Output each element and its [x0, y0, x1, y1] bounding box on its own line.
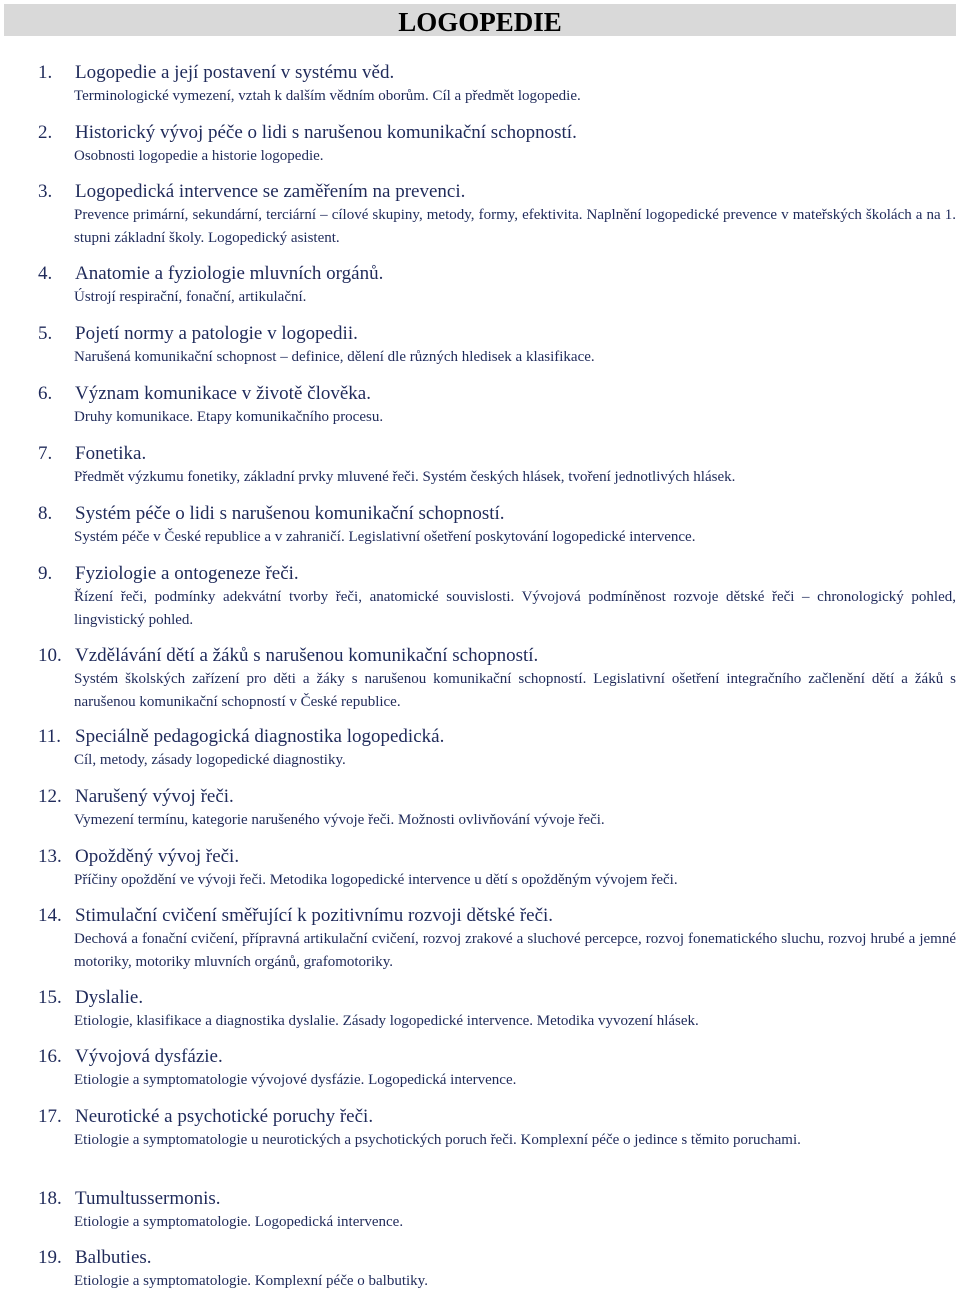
item-number: 13.: [38, 846, 62, 867]
list-item: [0, 785, 960, 832]
item-number: 1.: [38, 62, 53, 83]
list-item: [0, 725, 960, 772]
item-title: Balbuties.: [75, 1247, 152, 1268]
list-item: [0, 121, 960, 168]
item-title: Tumultussermonis.: [75, 1188, 221, 1209]
item-description: Ústrojí respirační, fonační, artikulační.: [74, 289, 307, 305]
item-heading: [0, 1045, 960, 1069]
list-item: [0, 382, 960, 429]
item-title: Systém péče o lidi s narušenou komunikační schopností.: [75, 503, 505, 524]
list-item: [0, 1105, 960, 1152]
item-description: Etiologie a symptomatologie. Komplexní péče o balbutiky.: [74, 1273, 428, 1289]
item-title: Fonetika.: [75, 443, 147, 464]
item-number: 9.: [38, 563, 53, 584]
item-heading: [0, 442, 960, 466]
item-title: Vývojová dysfázie.: [75, 1046, 223, 1067]
item-title: Logopedie a její postavení v systému věd.: [75, 62, 395, 83]
item-number: 12.: [38, 786, 62, 807]
item-heading: [0, 382, 960, 406]
item-description: Systém školských zařízení pro děti a žáky s narušenou komunikační schopností. Legislativní ošetření integračního začlenění dětí a žáků s narušenou komunikační schopností v České republice.: [74, 671, 956, 710]
list-item: [0, 61, 960, 108]
item-heading: [0, 121, 960, 145]
item-number: 6.: [38, 383, 53, 404]
list-item: [0, 180, 960, 250]
item-title: Neurotické a psychotické poruchy řeči.: [75, 1106, 374, 1127]
item-title: Pojetí normy a patologie v logopedii.: [75, 323, 358, 344]
item-description: Terminologické vymezení, vztah k dalším vědním oborům. Cíl a předmět logopedie.: [74, 88, 581, 104]
item-title: Anatomie a fyziologie mluvních orgánů.: [75, 263, 384, 284]
list-item: [0, 1187, 960, 1234]
item-number: 11.: [38, 726, 62, 747]
item-number: 10.: [38, 645, 62, 666]
item-title: Vzdělávání dětí a žáků s narušenou komunikační schopností.: [75, 645, 539, 666]
item-heading: [0, 845, 960, 869]
item-number: 2.: [38, 122, 53, 143]
item-description: Etiologie a symptomatologie. Logopedická intervence.: [74, 1214, 404, 1230]
item-heading: [0, 785, 960, 809]
item-heading: [0, 904, 960, 928]
list-item: [0, 644, 960, 714]
item-description: Prevence primární, sekundární, terciární – cílové skupiny, metody, formy, efektivita. Naplnění logopedické prevence v mateřských školách a na 1. stupni základní školy. Logopedický asistent.: [74, 207, 956, 246]
list-item: [0, 1246, 960, 1293]
item-title: Význam komunikace v životě člověka.: [75, 383, 371, 404]
item-title: Historický vývoj péče o lidi s narušenou komunikační schopností.: [75, 122, 577, 143]
item-heading: [0, 262, 960, 286]
item-title: Logopedická intervence se zaměřením na prevenci.: [75, 181, 466, 202]
item-heading: [0, 1105, 960, 1129]
item-heading: [0, 61, 960, 85]
item-heading: [0, 322, 960, 346]
item-title: Narušený vývoj řeči.: [75, 786, 234, 807]
item-description: Druhy komunikace. Etapy komunikačního procesu.: [74, 409, 384, 425]
list-item: [0, 1045, 960, 1092]
item-number: 14.: [38, 905, 62, 926]
item-description: Vymezení termínu, kategorie narušeného vývoje řeči. Možnosti ovlivňování vývoje řeči.: [74, 812, 605, 828]
list-item: [0, 904, 960, 974]
item-heading: [0, 644, 960, 668]
item-number: 18.: [38, 1188, 62, 1209]
item-description: Etiologie, klasifikace a diagnostika dyslalie. Zásady logopedické intervence. Metodika vyvození hlásek.: [74, 1013, 699, 1029]
list-item: [0, 322, 960, 369]
item-number: 8.: [38, 503, 53, 524]
item-title: Speciálně pedagogická diagnostika logopedická.: [75, 726, 445, 747]
item-title: Opožděný vývoj řeči.: [75, 846, 240, 867]
item-description: Etiologie a symptomatologie u neurotických a psychotických poruch řeči. Komplexní péče o jedince s těmito poruchami.: [74, 1132, 801, 1148]
item-description: Systém péče v České republice a v zahraničí. Legislativní ošetření poskytování logopedické intervence.: [74, 529, 696, 545]
item-title: Fyziologie a ontogeneze řeči.: [75, 563, 299, 584]
item-description: Dechová a fonační cvičení, přípravná artikulační cvičení, rozvoj zrakové a sluchové percepce, rozvoj fonematického sluchu, rozvoj hrubé a jemné motoriky, motoriky mluvních orgánů, grafomotoriky.: [74, 931, 956, 970]
item-description: Řízení řeči, podmínky adekvátní tvorby řeči, anatomické souvislosti. Vývojová podmíněnost rozvoje dětské řeči – chronologický pohled, lingvistický pohled.: [74, 589, 956, 628]
item-number: 15.: [38, 987, 62, 1008]
item-description: Předmět výzkumu fonetiky, základní prvky mluvené řeči. Systém českých hlásek, tvoření jednotlivých hlásek.: [74, 469, 736, 485]
item-number: 19.: [38, 1247, 62, 1268]
item-number: 5.: [38, 323, 53, 344]
item-heading: [0, 562, 960, 586]
item-description: Příčiny opoždění ve vývoji řeči. Metodika logopedické intervence u dětí s opožděným vývojem řeči.: [74, 872, 678, 888]
item-number: 17.: [38, 1106, 62, 1127]
item-number: 3.: [38, 181, 53, 202]
item-heading: [0, 725, 960, 749]
list-item: [0, 986, 960, 1033]
item-heading: [0, 1187, 960, 1211]
list-item: [0, 845, 960, 892]
list-item: [0, 442, 960, 489]
item-heading: [0, 502, 960, 526]
item-number: 16.: [38, 1046, 62, 1067]
item-number: 7.: [38, 443, 53, 464]
item-heading: [0, 180, 960, 204]
item-description: Osobnosti logopedie a historie logopedie.: [74, 148, 324, 164]
page-title: LOGOPEDIE: [398, 7, 562, 37]
list-item: [0, 502, 960, 549]
list-item: [0, 562, 960, 632]
item-description: Etiologie a symptomatologie vývojové dysfázie. Logopedická intervence.: [74, 1072, 517, 1088]
item-title: Stimulační cvičení směřující k pozitivnímu rozvoji dětské řeči.: [75, 905, 554, 926]
item-heading: [0, 1246, 960, 1270]
item-description: Narušená komunikační schopnost – definice, dělení dle různých hledisek a klasifikace.: [74, 349, 595, 365]
item-heading: [0, 986, 960, 1010]
item-number: 4.: [38, 263, 53, 284]
list-item: [0, 262, 960, 309]
item-description: Cíl, metody, zásady logopedické diagnostiky.: [74, 752, 346, 768]
item-title: Dyslalie.: [75, 987, 144, 1008]
title-bar: [4, 4, 956, 36]
